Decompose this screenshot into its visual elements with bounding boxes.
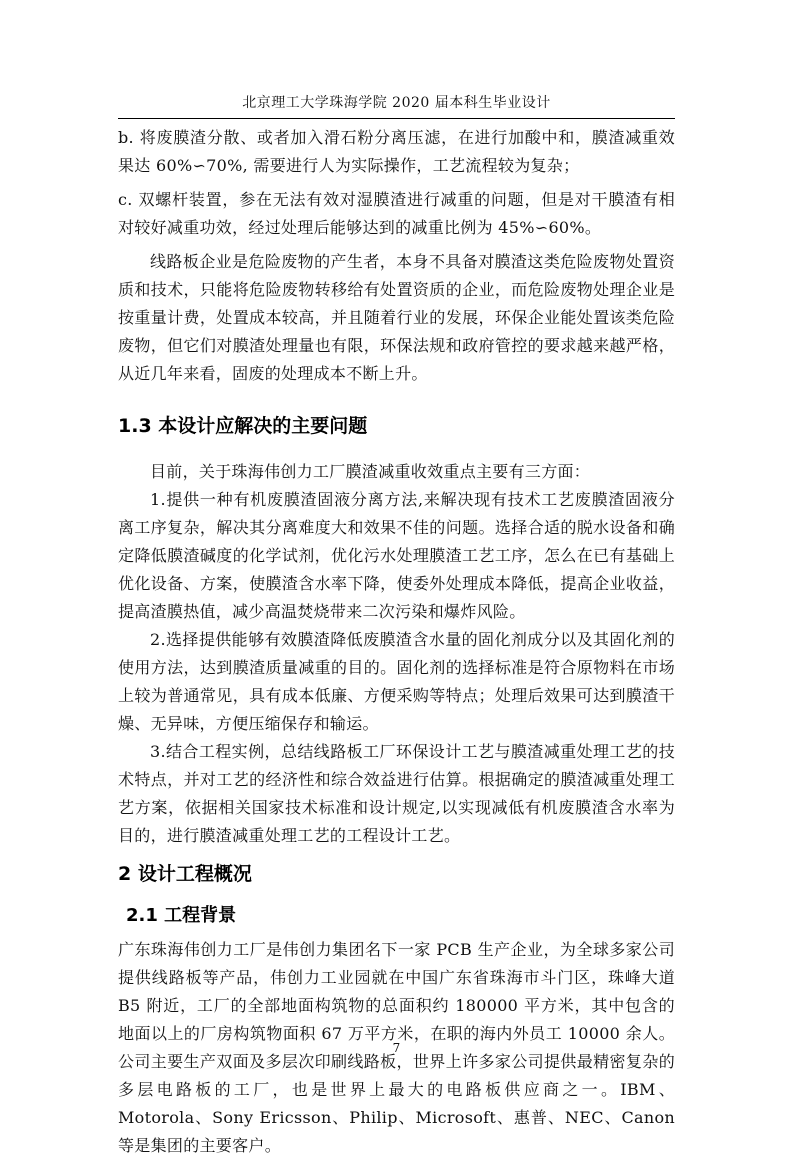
paragraph-item-b: b. 将废膜渣分散、或者加入滑石粉分离压滤，在进行加酸中和，膜渣减重效果达 60%∽70%, 需要进行人为实际操作，工艺流程较为复杂；: [118, 128, 675, 175]
page-number: 7: [392, 1041, 401, 1055]
section-heading-2: 2 设计工程概况: [118, 863, 252, 885]
paragraph-project-background: 广东珠海伟创力工厂是伟创力集团名下一家 PCB 生产企业，为全球多家公司提供线路板等产品，伟创力工业园就在中国广东省珠海市斗门区，珠峰大道 B5 附近，工厂的全部地面构筑物的总面积约 180000 平方米，其中包含的地面以上的厂房构筑物面积 67 万平方米，在职的海内外员工 10000 余人。公司主要生产双面及多层次印刷线路板，世界上许多家公司提供最精密复杂的多层电路板的工厂，也是世界上最大的电路板供应商之一。IBM、Motorola、Sony Ericsson、Philip、Microsoft、惠普、NEC、Canon 等是集团的主要客户。: [118, 940, 675, 1155]
page-header: 北京理工大学珠海学院 2020 届本科生毕业设计: [242, 95, 551, 111]
paragraph-point-3: 3.结合工程实例，总结线路板工厂环保设计工艺与膜渣减重处理工艺的技术特点，并对工艺的经济性和综合效益进行估算。根据确定的膜渣减重处理工艺方案，依据相关国家技术标准和设计规定,以实现减低有机废膜渣含水率为目的，进行膜渣减重处理工艺的工程设计工艺。: [118, 742, 675, 845]
paragraph-intro: 目前，关于珠海伟创力工厂膜渣减重收效重点主要有三方面：: [150, 462, 591, 481]
header-divider: [118, 118, 675, 119]
paragraph-point-1: 1.提供一种有机废膜渣固液分离方法,来解决现有技术工艺废膜渣固液分离工序复杂，解决其分离难度大和效果不佳的问题。选择合适的脱水设备和确定降低膜渣碱度的化学试剂，优化污水处理膜渣工艺工序，怎么在已有基础上优化设备、方案，使膜渣含水率下降，使委外处理成本降低，提高企业收益，提高渣膜热值，减少高温焚烧带来二次污染和爆炸风险。: [118, 490, 675, 621]
paragraph-item-c: c. 双螺杆装置，参在无法有效对湿膜渣进行减重的问题，但是对干膜渣有相对较好减重功效，经过处理后能够达到的减重比例为 45%∽60%。: [118, 190, 675, 237]
section-heading-2-1: 2.1 工程背景: [126, 905, 237, 926]
section-heading-1-3: 1.3 本设计应解决的主要问题: [118, 415, 368, 437]
paragraph-point-2: 2.选择提供能够有效膜渣降低废膜渣含水量的固化剂成分以及其固化剂的使用方法，达到膜渣质量减重的目的。固化剂的选择标准是符合原物料在市场上较为普通常见，具有成本低廉、方便采购等特点；处理后效果可达到膜渣干燥、无异味，方便压缩保存和输运。: [118, 630, 675, 733]
page-body: [118, 124, 675, 1160]
paragraph-pcb-enterprise: 线路板企业是危险废物的产生者，本身不具备对膜渣这类危险废物处置资质和技术，只能将危险废物转移给有处置资质的企业，而危险废物处理企业是按重量计费，处置成本较高，并且随着行业的发展，环保企业能处置该类危险废物，但它们对膜渣处理量也有限，环保法规和政府管控的要求越来越严格，从近几年来看，固废的处理成本不断上升。: [118, 252, 675, 383]
